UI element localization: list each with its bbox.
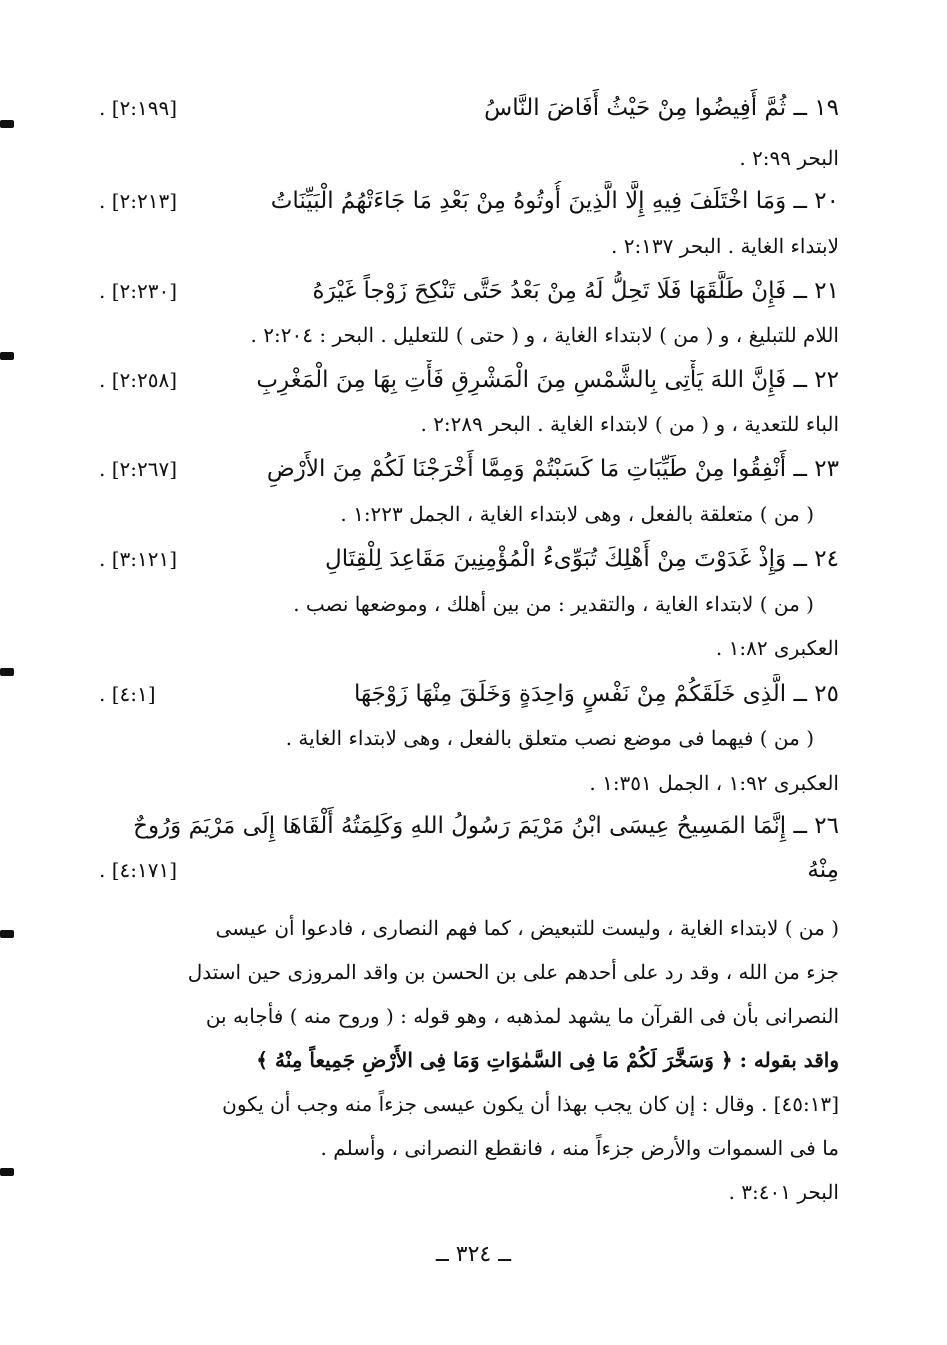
entry-23-reference: [٢:٢٦٧] .	[99, 457, 178, 481]
scan-mark	[0, 120, 14, 128]
entry-20-note: لابتداء الغاية . البحر ٢:١٣٧ .	[610, 234, 839, 258]
entry-26-note-6: ما فى السموات والأرض جزءاً منه ، فانقطع النصرانى ، وأسلم .	[320, 1136, 839, 1160]
entry-19-note: البحر ٢:٩٩ .	[739, 146, 839, 170]
entry-24-reference: [٣:١٢١] .	[99, 547, 178, 571]
entry-25-verse: ٢٥ ــ الَّذِى خَلَقَكُمْ مِنْ نَفْسٍ وَاحِدَةٍ وَخَلَقَ مِنْهَا زَوْجَهَا	[354, 681, 839, 707]
entry-25-reference: [٤:١] .	[99, 682, 156, 706]
scan-mark	[0, 1168, 14, 1176]
scan-mark	[0, 930, 14, 938]
entry-23-verse-line	[99, 449, 839, 489]
entry-20-verse-line	[99, 181, 839, 221]
entry-20-verse: ٢٠ ــ وَمَا اخْتَلَفَ فِيهِ إِلَّا الَّذِينَ أُوتُوهُ مِنْ بَعْدِ مَا جَاءَتْهُمُ الْبَيِّنَاتُ	[270, 188, 839, 214]
entry-25-note-2: العكبرى ١:٩٢ ، الجمل ١:٣٥١ .	[589, 771, 839, 795]
entry-20-reference: [٢:٢١٣] .	[99, 189, 178, 213]
entry-24-note-1: ( من ) لابتداء الغاية ، والتقدير : من بين أهلك ، وموضعها نصب .	[293, 592, 814, 616]
entry-21-note: اللام للتبليغ ، و ( من ) لابتداء الغاية ، و ( حتى ) للتعليل . البحر : ٢:٢٠٤ .	[250, 323, 839, 347]
entry-21-verse: ٢١ ــ فَإِنْ طَلَّقَهَا فَلَا تَحِلُّ لَهُ مِنْ بَعْدُ حَتَّى تَنْكِحَ زَوْجاً غَيْرَهُ	[312, 278, 839, 304]
entry-26-note-3: النصرانى بأن فى القرآن ما يشهد لمذهبه ، وهو قوله : ( وروح منه ) فأجابه بن	[205, 1004, 839, 1028]
entry-26-note-1: ( من ) لابتداء الغاية ، وليست للتبعيض ، كما فهم النصارى ، فادعوا أن عيسى	[215, 916, 839, 940]
entry-22-verse: ٢٢ ــ فَإِنَّ اللهَ يَأْتِى بِالشَّمْسِ مِنَ الْمَشْرِقِ فَأْتِ بِهَا مِنَ الْمَغْرِبِ	[256, 367, 839, 393]
entry-21-verse-line	[99, 271, 839, 311]
page-number: ــ ٣٢٤ ــ	[435, 1242, 512, 1267]
entry-22-verse-line	[99, 360, 839, 400]
entry-24-verse: ٢٤ ــ وَإِذْ غَدَوْتَ مِنْ أَهْلِكَ تُبَوِّىءُ الْمُؤْمِنِينَ مَقَاعِدَ لِلْقِتَالِ	[325, 546, 839, 572]
entry-22-note: الباء للتعدية ، و ( من ) لابتداء الغاية . البحر ٢:٢٨٩ .	[420, 412, 839, 436]
entry-26-verse-cont-line	[99, 850, 839, 890]
entry-24-note-2: العكبرى ١:٨٢ .	[715, 636, 839, 660]
scan-mark	[0, 352, 14, 360]
entry-26-note-5: [٤٥:١٣] . وقال : إن كان يجب بهذا أن يكون عيسى جزءاً منه وجب أن يكون	[222, 1092, 839, 1116]
entry-24-verse-line	[99, 539, 839, 579]
entry-26-note-4: واقد بقوله : ﴿ وَسَخَّرَ لَكُمْ مَا فِى السَّمٰوَاتِ وَمَا فِى الأَرْضِ جَمِيعاً مِنْهُ ﴾	[256, 1048, 839, 1072]
entry-21-reference: [٢:٢٣٠] .	[99, 279, 178, 303]
entry-26-verse-continuation: مِنْهُ	[807, 857, 839, 883]
entry-23-verse: ٢٣ ــ أَنْفِقُوا مِنْ طَيِّبَاتِ مَا كَسَبْتُمْ وَمِمَّا أَخْرَجْنَا لَكُمْ مِنَ الأَرْضِ	[266, 456, 839, 482]
entry-25-note-1: ( من ) فيهما فى موضع نصب متعلق بالفعل ، وهى لابتداء الغاية .	[285, 726, 814, 750]
entry-26-verse: ٢٦ ــ إِنَّمَا المَسِيحُ عِيسَى ابْنُ مَرْيَمَ رَسُولُ اللهِ وَكَلِمَتُهُ أَلْقَاهَا إِلَى مَرْيَمَ وَرُوحٌ	[133, 813, 839, 839]
entry-22-reference: [٢:٢٥٨] .	[99, 368, 178, 392]
entry-26-note-7: البحر ٣:٤٠١ .	[728, 1180, 839, 1204]
entry-19-reference: [٢:١٩٩] .	[99, 96, 178, 120]
entry-23-note: ( من ) متعلقة بالفعل ، وهى لابتداء الغاية ، الجمل ١:٢٢٣ .	[340, 502, 814, 526]
entry-26-verse-line	[99, 806, 839, 846]
entry-26-reference: [٤:١٧١] .	[99, 858, 178, 882]
entry-19-verse-line	[99, 88, 839, 128]
scan-mark	[0, 668, 14, 676]
entry-25-verse-line	[99, 674, 839, 714]
entry-19-verse: ١٩ ــ ثُمَّ أَفِيضُوا مِنْ حَيْثُ أَفَاضَ النَّاسُ	[484, 95, 839, 121]
entry-26-note-2: جزء من الله ، وقد رد على أحدهم على بن الحسن بن واقد المروزى حين استدل	[187, 960, 839, 984]
